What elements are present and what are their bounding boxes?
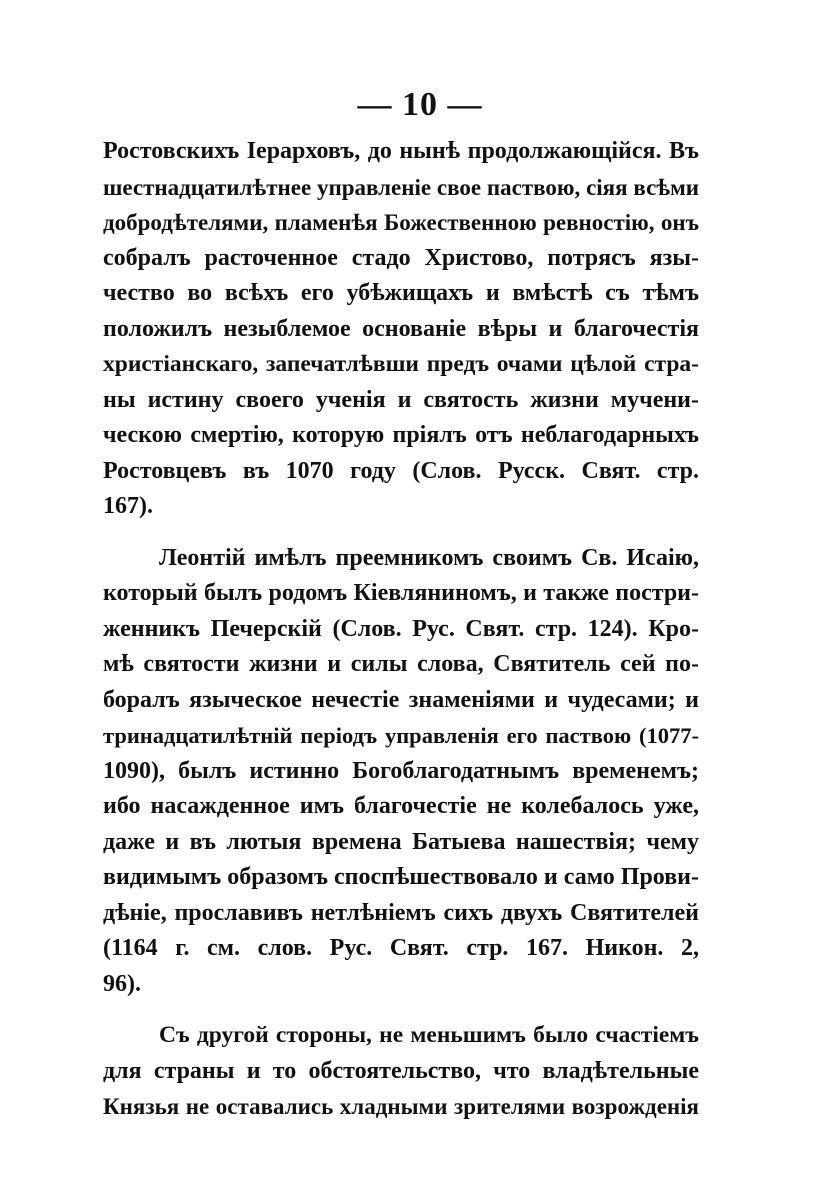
text-line: Съ другой стороны, не меньшимъ было счастіемъ xyxy=(159,1022,699,1048)
text-line: ибо насажденное имъ благочестіе не колебалось уже, xyxy=(103,793,699,819)
text-line: собралъ расточенное стадо Христово, потрясъ язы- xyxy=(103,244,699,271)
text-line: Ростовцевъ въ 1070 году (Слов. Русск. Свят. стр. xyxy=(103,457,699,484)
text-line: видимымъ образомъ споспѣшествовало и само Прови- xyxy=(103,864,699,890)
text-line: добродѣтелями, пламенѣя Божественною ревностію, онъ xyxy=(103,210,699,235)
text-line: мѣ святости жизни и силы слова, Святитель сей по- xyxy=(103,651,699,677)
text-line: дѣніе, прославивъ нетлѣніемъ сихъ двухъ Святителей xyxy=(103,899,699,926)
text-line: ны истину своего ученія и святость жизни мучени- xyxy=(103,386,699,413)
text-line: для страны и то обстоятельство, что владѣтельные xyxy=(103,1057,699,1084)
text-line: даже и въ лютыя времена Батыева нашествія; чему xyxy=(103,828,699,855)
paragraph-1 xyxy=(103,134,699,525)
paragraph-3 xyxy=(103,1018,699,1125)
paragraph-spacer xyxy=(103,1002,699,1018)
text-line: Ростовскихъ Іерарховъ, до нынѣ продолжающійся. Въ xyxy=(103,138,699,164)
text-line: чество во всѣхъ его убѣжищахъ и вмѣстѣ съ тѣмъ xyxy=(103,280,699,306)
text-line: Князья не оставались хладными зрителями возрожденія xyxy=(103,1094,699,1119)
text-line: тринадцатилѣтній періодъ управленія его паствою (1077- xyxy=(103,723,699,748)
paragraph-spacer xyxy=(103,525,699,541)
body-text xyxy=(103,134,699,1125)
text-line: ческою смертію, которую пріялъ отъ неблагодарныхъ xyxy=(103,422,699,448)
text-line: 1090), былъ истинно Богоблагодатнымъ временемъ; xyxy=(103,757,699,784)
text-line: 96). xyxy=(103,970,141,997)
text-line: (1164 г. см. слов. Рус. Свят. стр. 167. Никон. 2, xyxy=(103,935,699,961)
text-line: который былъ родомъ Кіевляниномъ, и также постри- xyxy=(103,580,699,606)
text-line: положилъ незыблемое основаніе вѣры и благочестія xyxy=(103,315,699,342)
text-line: боралъ языческое нечестіе знаменіями и чудесами; и xyxy=(103,686,699,713)
paragraph-2 xyxy=(103,541,699,1003)
text-line: 167). xyxy=(103,493,153,519)
text-line: христіанскаго, запечатлѣвши предъ очами цѣлой стра- xyxy=(103,351,699,377)
text-line: шестнадцатилѣтнее управленіе свое паствою, сіяя всѣми xyxy=(103,174,699,200)
text-line: женникъ Печерскій (Слов. Рус. Свят. стр. 124). Кро- xyxy=(103,615,699,642)
page-number: — 10 — xyxy=(357,86,483,123)
text-line: Леонтій имѣлъ преемникомъ своимъ Св. Исаію, xyxy=(159,544,699,571)
